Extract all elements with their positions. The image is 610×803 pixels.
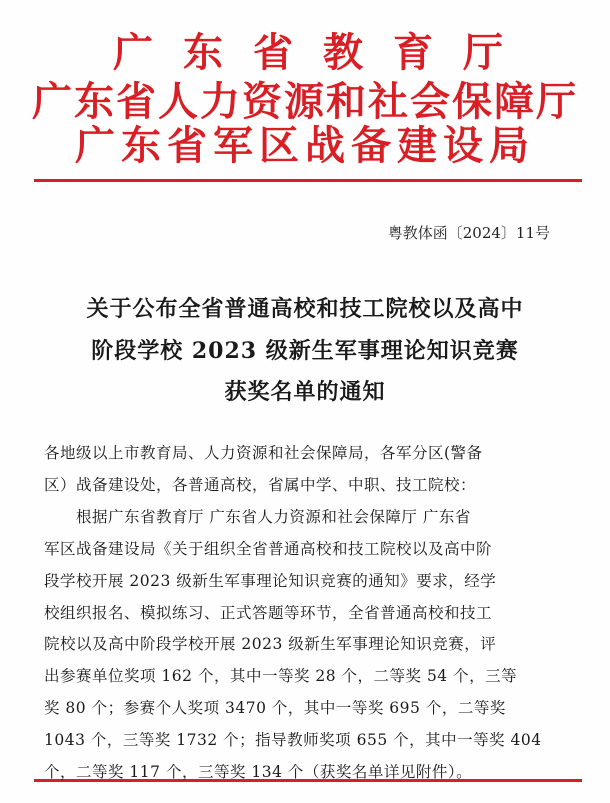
body-paragraph-line: 军区战备建设局《关于组织全省普通高校和技工院校以及高中阶 (44, 539, 493, 558)
body-paragraph-line: 出参赛单位奖项 162 个，其中一等奖 28 个，二等奖 54 个，三等 (44, 667, 518, 686)
addressee-line: 区）战备建设处，各普通高校，省属中学、中职、技工院校： (44, 475, 477, 494)
body-paragraph-line: 根据广东省教育厅 广东省人力资源和社会保障厅 广东省 (76, 507, 471, 526)
body-paragraph-line: 1043 个，三等奖 1732 个；指导教师奖项 655 个，其中一等奖 404 (44, 731, 542, 750)
issuer-education-department: 广东省教育厅 (113, 30, 533, 76)
body-paragraph-line: 段学校开展 2023 级新生军事理论知识竞赛的通知》要求，经学 (44, 571, 497, 590)
issuer-military-readiness-bureau: 广东省军区战备建设局 (75, 123, 535, 169)
addressee-line: 各地级以上市教育局、人力资源和社会保障局，各军分区(警备 (44, 444, 483, 462)
document-title-line: 关于公布全省普通高校和技工院校以及高中 (86, 296, 524, 322)
body-paragraph-line: 校组织报名、模拟练习、正式答题等环节，全省普通高校和技工 (44, 603, 493, 622)
body-paragraph-line: 个，二等奖 117 个，三等奖 134 个（获奖名单详见附件）。 (44, 763, 473, 781)
document-title-line: 获奖名单的通知 (224, 379, 386, 405)
body-paragraph-line: 奖 80 个；参赛个人奖项 3470 个，其中一等奖 695 个，二等奖 (44, 699, 506, 718)
document-number: 粤教体函〔2024〕11号 (387, 224, 550, 242)
header-divider (34, 179, 582, 182)
document-title-line: 阶段学校 2023 级新生军事理论知识竞赛 (91, 338, 519, 364)
issuer-human-resources-department: 广东省人力资源和社会保障厅 (32, 79, 578, 125)
body-paragraph-line: 院校以及高中阶段学校开展 2023 级新生军事理论知识竞赛，评 (44, 635, 497, 654)
